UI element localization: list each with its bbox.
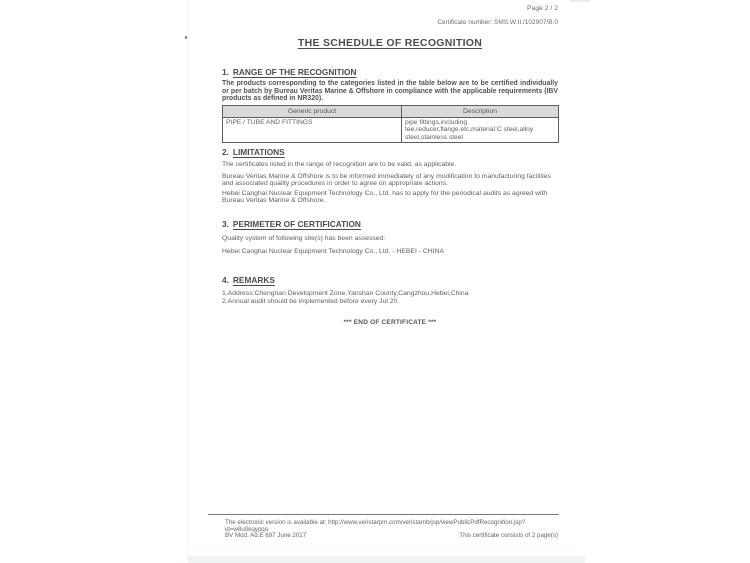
perimeter-site-line: Hebei Canghai Nuclear Equipment Technology Co., Ltd. - HEBEI - CHINA	[222, 248, 445, 255]
footer-divider	[208, 514, 559, 515]
column-header-generic-product: Generic product	[223, 106, 402, 118]
limitations-paragraph: The certificates listed in the range of recognition are to be valid, as applicable.	[222, 161, 457, 168]
section-title: RANGE OF THE RECOGNITION	[232, 67, 357, 77]
table-row	[223, 118, 559, 143]
remarks-lines	[222, 290, 558, 306]
section-title: PERIMETER OF CERTIFICATION	[232, 219, 361, 229]
perimeter-paragraph: Quality system of following site(s) has been assessed:	[222, 235, 386, 242]
products-table	[222, 105, 559, 143]
cell-description: pipe fittings,including tee,reducer,flange,etc,material:C steel,alloy steel,stainless steel	[402, 118, 559, 143]
section-number: 4.	[222, 275, 229, 285]
footer-page-count: This certificate consists of 2 page(s)	[459, 532, 558, 539]
footer-electronic-version: The electronic version is available at: http://www.veristarpm.com/veristarnb/jsp/viewPublicPdfRecognition.jsp?id=w8u0kqypqo	[225, 519, 526, 533]
section-heading-perimeter	[222, 219, 558, 229]
section-number: 1.	[222, 67, 229, 77]
table-header-row	[223, 106, 559, 118]
footer-form-reference: BV Mod. Ad.E 697 June 2017	[225, 532, 307, 539]
limitations-paragraph: Bureau Veritas Marine & Offshore is to be informed immediately of any modification to manufacturing facilities and associated quality procedures in order to agree on appropriate actions.	[222, 173, 551, 188]
page-number: Page 2 / 2	[527, 5, 558, 12]
scan-artifact-speck	[185, 36, 187, 39]
document-title	[222, 33, 558, 51]
footer-row	[222, 532, 558, 539]
limitations-paragraph: Hebei Canghai Nuclear Equipment Technology Co., Ltd. has to apply for the periodical audits as agreed with Bureau Veritas Marine & Offshore.	[222, 190, 548, 205]
section-heading-limitations	[222, 147, 558, 157]
products-table-wrap	[222, 105, 558, 143]
document-title-text: THE SCHEDULE OF RECOGNITION	[297, 37, 483, 49]
section-heading-range	[222, 67, 558, 77]
section-heading-remarks	[222, 275, 558, 285]
section-number: 3.	[222, 219, 229, 229]
certificate-number: Certificate number: SMS.W.II./102907/B.0	[437, 19, 558, 26]
scan-left-edge	[187, 0, 188, 556]
section-title: REMARKS	[232, 275, 275, 285]
cell-generic-product: PIPE / TUBE AND FITTINGS	[223, 118, 402, 143]
remark-line: 1.Address:Chengnan Development Zone,Yanshan County,Cangzhou,Hebei,China	[222, 290, 469, 297]
section-number: 2.	[222, 147, 229, 157]
remark-line: 2.Annual audit should be implemented before every Jul 20.	[222, 298, 400, 305]
range-intro-paragraph: The products corresponding to the categories listed in the table below are to be certified individually or per batch by Bureau Veritas Marine & Offshore in compliance with the applicable requirements (IBV products as defined in NR320).	[222, 80, 558, 103]
column-header-description: Description	[402, 106, 559, 118]
scan-bottom-band	[188, 556, 585, 563]
scan-artifact-smudge	[570, 0, 590, 2]
section-title: LIMITATIONS	[232, 147, 285, 157]
end-of-certificate-marker: *** END OF CERTIFICATE ***	[343, 319, 437, 326]
